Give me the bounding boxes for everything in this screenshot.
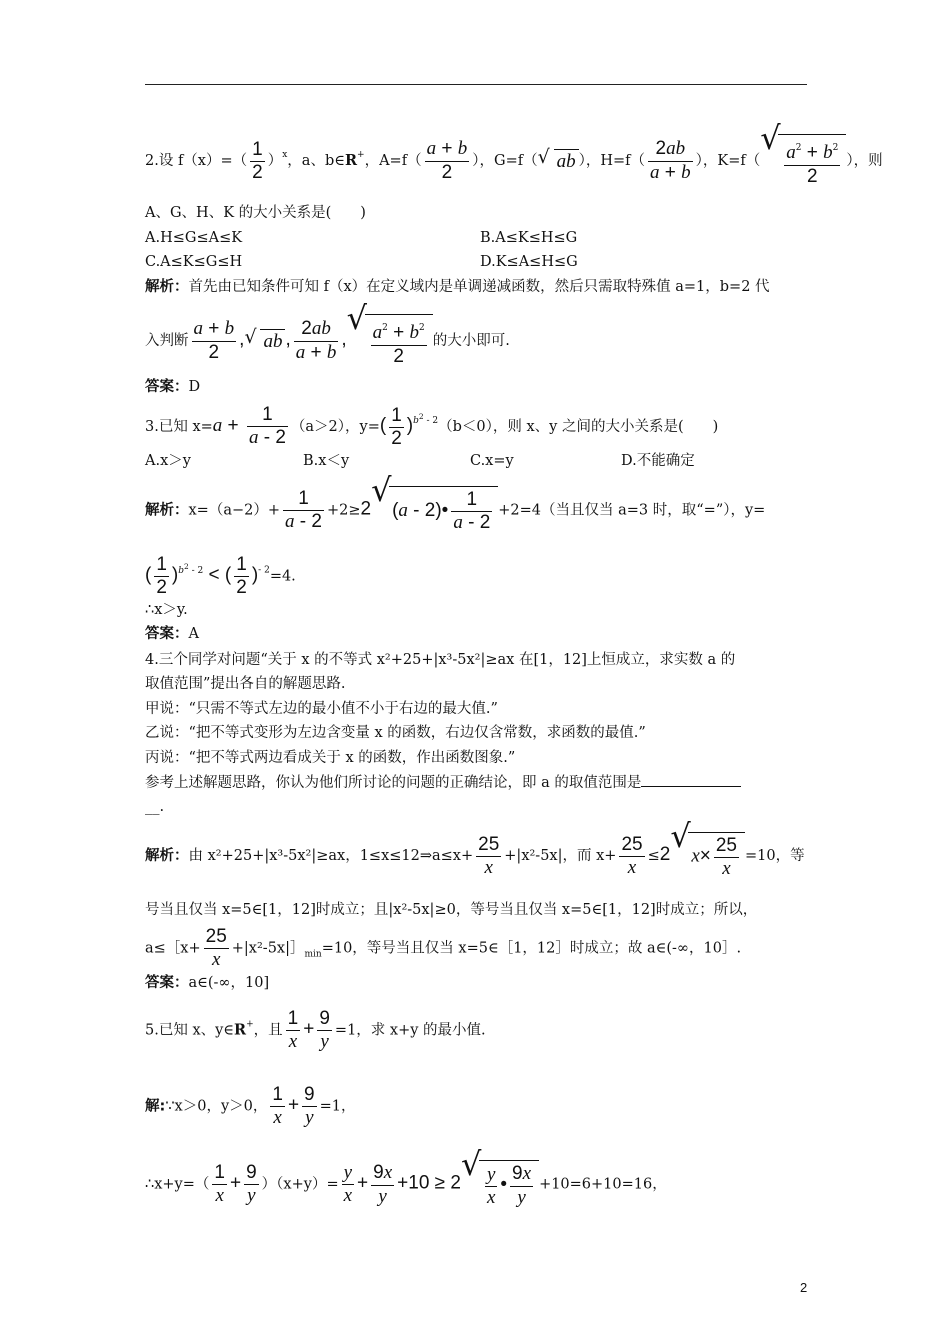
q2-answer: 答案：D — [145, 379, 201, 395]
q4-ask: 参考上述解题思路，你认为他们所讨论的问题的正确结论，即 a 的取值范围是 — [145, 773, 741, 793]
q4-answer: 答案：a∈(-∞，10] — [145, 975, 270, 991]
q2-solution: 解析：首先由已知条件可知 f（x）在定义域内是单调递减函数，然后只需取特殊值 a=1，b=2 代 — [145, 279, 770, 295]
q4-bing: 丙说：“把不等式两边看成关于 x 的函数，作出函数图象.” — [145, 750, 516, 766]
page-number: 2 — [800, 1280, 808, 1295]
q5-solution: 解:∵x＞0，y＞0， $\frac{1}{x}$ + $\frac{9}{y}$ =1， — [145, 1084, 356, 1128]
q3-option-a: A.x＞y — [145, 453, 191, 469]
q4-solution: 解析：由 x²+25+|x³-5x²|≥ax，1≤x≤12⇒a≤x+ $\frac{25}{x}$ +|x²-5x|，而 x+ $\frac{25}{x}$ ≤2 √ x× $\frac{25}{x}$ =10，等 — [145, 817, 805, 879]
q3-stem: 3.已知 x=a + 1 a - 2 （a＞2），y=( $\frac{1}{2}$ )$^{b^2 - 2}$（b＜0），则 x、y 之间的大小关系是( ) — [145, 404, 719, 449]
q5-stem: 5.已知 x、y∈R+，且 $\frac{1}{x}$ + $\frac{9}{y}$ =1，求 x+y 的最小值. — [145, 1008, 486, 1052]
q5-solution-cont: ∴x+y=（ $\frac{1}{x}$ + $\frac{9}{y}$ ）（x+y）= $\frac{y}{x}$ + 9x y +10 ≥ 2 √ $\frac{y}{x}$ • 9x y +10=6+10=16， — [145, 1145, 667, 1208]
q3-therefore: ∴x＞y. — [145, 602, 188, 618]
q4-jia: 甲说：“只需不等式左边的最小值不小于右边的最大值.” — [145, 701, 498, 717]
q3-solution-cont: ( $\frac{1}{2}$ )$^{b^2 - 2}$ < ( $\frac{1}{2}$ )$^{- 2}$=4. — [145, 554, 296, 598]
q3-solution: 解析：x=（a−2）+ 1 a - 2 +2≥2 √ (a - 2)• 1 a - 2 +2=4（当且仅当 a=3 时，取“=”），y= — [145, 471, 766, 533]
answer-blank — [641, 786, 741, 787]
q4-solution-cont: 号当且仅当 x=5∈[1，12]时成立；且|x²-5x|≥0，等号当且仅当 x=5∈[1，12]时成立；所以， — [145, 902, 758, 918]
header-rule — [145, 84, 807, 85]
q2-solution-cont: 入判断 a + b 2 , √ ab , $\frac{2ab}{a + b}$ , √ $a^2 + b^2$ 2 的大小即可. — [145, 299, 510, 367]
q2-option-a: A.H≤G≤A≤K — [145, 230, 243, 246]
q4-stem: 4.三个同学对问题“关于 x 的不等式 x²+25+|x³-5x²|≥ax 在[1，12]上恒成立，求实数 a 的 — [145, 652, 736, 668]
q2-option-c: C.A≤K≤G≤H — [145, 254, 243, 270]
q3-option-d: D.不能确定 — [621, 453, 695, 469]
q2-option-b: B.A≤K≤H≤G — [480, 230, 578, 246]
q4-solution-cont2: a≤［x+ $\frac{25}{x}$ $+|x^2-5x|]_{min}=10$，等号当且仅当 x=5∈［1，12］时成立；故 a∈(-∞，10］. — [145, 926, 742, 970]
q4-yi: 乙说：“把不等式变形为左边含变量 x 的函数，右边仅含常数，求函数的最值.” — [145, 725, 646, 741]
q4-stem-cont: 取值范围”提出各自的解题思路. — [145, 676, 346, 692]
q2-option-d: D.K≤A≤H≤G — [480, 254, 578, 270]
q4-ask-end: __. — [145, 799, 165, 815]
q3-option-c: C.x=y — [470, 453, 514, 469]
q2-question: A、G、H、K 的大小关系是( ) — [145, 205, 366, 221]
q2-stem: 2.设 f（x）=（ $\frac{1}{2}$ ）$^x$，a、b∈R+，A=f（ a + b 2 ），G=f（ √ ab ），H=f（ $\frac{2ab}{a + b}$ ），K=f（ √ $a^2 + b^2$ 2 ），则 — [145, 119, 883, 187]
q3-answer: 答案：A — [145, 626, 199, 642]
q3-option-b: B.x＜y — [303, 453, 350, 469]
